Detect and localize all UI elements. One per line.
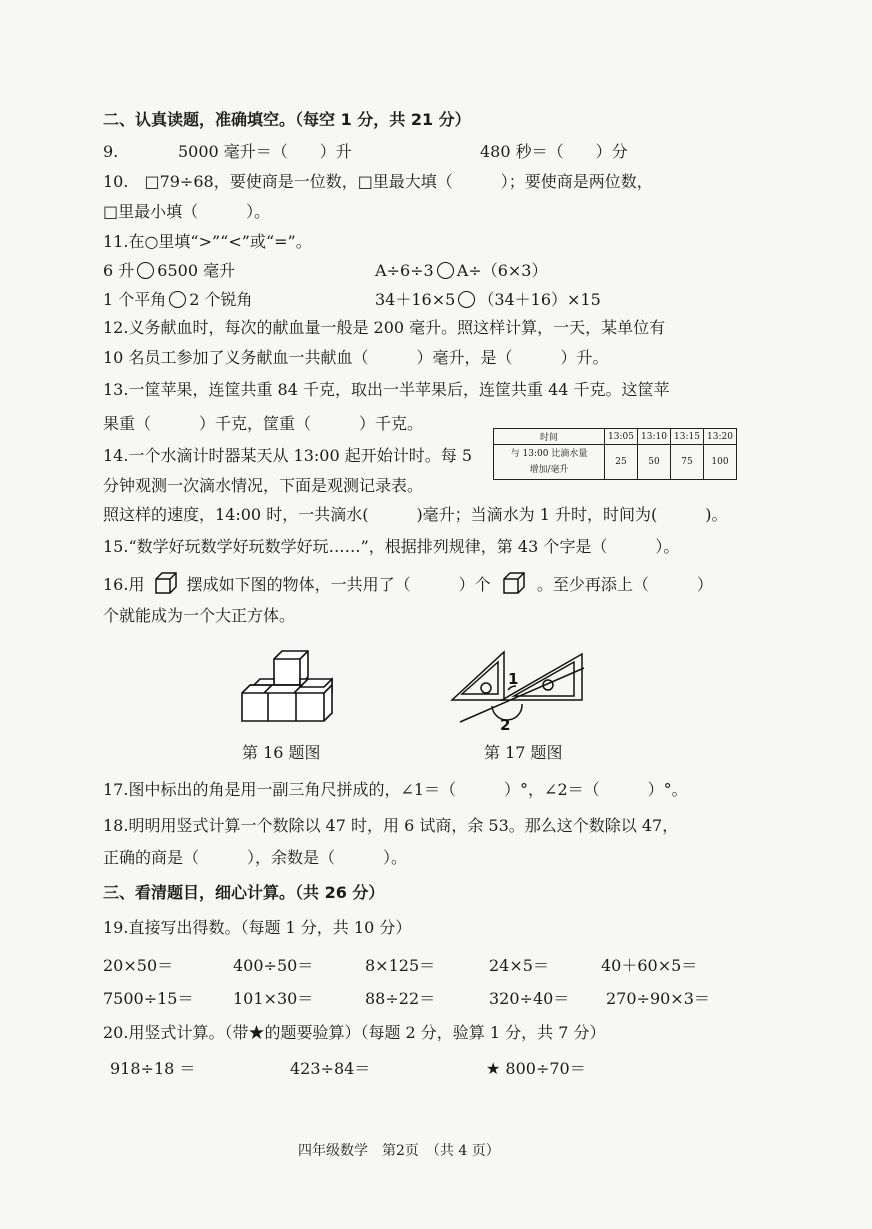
- q13-line1: 13.一筐苹果，连筐共重 84 千克，取出一半苹果后，连筐共重 44 千克。这筐苹: [103, 380, 670, 399]
- q11-compare-1: [103, 261, 235, 281]
- section-2-heading: 二、认真读题，准确填空。（每空 1 分，共 21 分）: [103, 110, 471, 129]
- q9-part-b: 480 秒＝（ ）分: [480, 142, 628, 161]
- table-cell: 25: [605, 445, 638, 480]
- q10-line2: □里最小填（ ）。: [103, 202, 271, 221]
- set-square-figure: [448, 648, 588, 732]
- q15-line1: 15.“数学好玩数学好玩数学好玩……”，根据排列规律，第 43 个字是（ ）。: [103, 537, 680, 556]
- q19-item: 20×50＝: [103, 956, 174, 975]
- q19-item: 320÷40＝: [489, 989, 570, 1008]
- q19-line1: 19.直接写出得数。（每题 1 分，共 10 分）: [103, 918, 412, 937]
- q19-item: 8×125＝: [365, 956, 436, 975]
- q11-c3-right: 2 个锐角: [189, 290, 253, 309]
- q20-item: 423÷84＝: [290, 1059, 371, 1078]
- angle-1-label: 1: [508, 670, 519, 688]
- table-cell: 13:20: [704, 429, 737, 445]
- q16-part3: 。至少再添上（ ）: [536, 575, 713, 594]
- q11-line1: 11.在○里填“>”“<”或“=”。: [103, 232, 312, 251]
- section-3-heading: 三、看清题目，细心计算。（共 26 分）: [103, 883, 385, 902]
- q19-item: 24×5＝: [489, 956, 549, 975]
- fig16-caption: 第 16 题图: [242, 743, 321, 762]
- table-cell: 13:15: [671, 429, 704, 445]
- table-cell: 50: [638, 445, 671, 480]
- q11-c1-right: 6500 毫升: [157, 261, 236, 280]
- q16-line1: [103, 571, 713, 595]
- q19-item: 101×30＝: [233, 989, 314, 1008]
- small-cube-icon: [154, 571, 178, 595]
- compare-circle-icon: [169, 291, 186, 308]
- q19-item: 400÷50＝: [233, 956, 314, 975]
- cube-stack-figure: [238, 645, 338, 727]
- q10-line1: 10. □79÷68，要使商是一位数，□里最大填（ ）；要使商是两位数，: [103, 172, 653, 191]
- fig17-caption: 第 17 题图: [484, 743, 563, 762]
- compare-circle-icon: [137, 262, 154, 279]
- q18-line2: 正确的商是（ ），余数是（ ）。: [103, 848, 408, 867]
- q9-number: 9.: [103, 142, 119, 161]
- q9-part-a: 5000 毫升＝（ ）升: [178, 142, 352, 161]
- q20-item: ★ 800÷70＝: [486, 1059, 586, 1078]
- q20-line1: 20.用竖式计算。（带★的题要验算）（每题 2 分，验算 1 分，共 7 分）: [103, 1023, 606, 1042]
- q19-item: 270÷90×3＝: [606, 989, 710, 1008]
- q19-item: 88÷22＝: [365, 989, 436, 1008]
- q19-item: 40＋60×5＝: [601, 956, 698, 975]
- table-cell: 100: [704, 445, 737, 480]
- q12-line2: 10 名员工参加了义务献血一共献血（ ）毫升，是（ ）升。: [103, 348, 609, 367]
- q18-line1: 18.明明用竖式计算一个数除以 47 时，用 6 试商，余 53。那么这个数除以 47，: [103, 816, 679, 835]
- table-cell: 13:10: [638, 429, 671, 445]
- q16-part1: 16.用: [103, 575, 145, 594]
- page-footer: 四年级数学 第2页 （共 4 页）: [298, 1143, 500, 1159]
- q11-compare-4: [375, 290, 601, 310]
- water-record-table: [493, 428, 737, 480]
- q20-item: 918÷18 ＝: [110, 1059, 196, 1078]
- q11-c4-left: 34＋16×5: [375, 290, 456, 309]
- small-cube-icon: [502, 571, 526, 595]
- row-label-line1: 与 13:00 比滴水量: [510, 449, 588, 459]
- q11-compare-2: [375, 261, 547, 281]
- q13-line2: 果重（ ）千克，筐重（ ）千克。: [103, 414, 424, 433]
- compare-circle-icon: [437, 262, 454, 279]
- table-row: [494, 429, 737, 445]
- q11-c1-left: 6 升: [103, 261, 135, 280]
- table-row-label: [494, 445, 605, 480]
- q12-line1: 12.义务献血时，每次的献血量一般是 200 毫升。照这样计算，一天，某单位有: [103, 318, 666, 337]
- q11-compare-3: [103, 290, 253, 310]
- q11-c3-left: 1 个平角: [103, 290, 167, 309]
- q14-line2: 分钟观测一次滴水情况，下面是观测记录表。: [103, 476, 424, 495]
- q11-c2-left: A÷6÷3: [375, 261, 434, 280]
- q14-line1: 14.一个水滴计时器某天从 13:00 起开始计时。每 5: [103, 446, 472, 465]
- q16-part2: 摆成如下图的物体，一共用了（ ）个: [186, 575, 491, 594]
- table-cell: 75: [671, 445, 704, 480]
- table-header-label: 时间: [494, 429, 605, 445]
- q17-line1: 17.图中标出的角是用一副三角尺拼成的，∠1＝（ ）°，∠2＝（ ）°。: [103, 780, 688, 799]
- q14-line3: 照这样的速度，14:00 时，一共滴水( )毫升；当滴水为 1 升时，时间为( )。: [103, 505, 728, 524]
- row-label-line2: 增加/毫升: [529, 465, 569, 475]
- table-row: [494, 445, 737, 480]
- table-cell: 13:05: [605, 429, 638, 445]
- compare-circle-icon: [458, 291, 475, 308]
- q11-c4-right: （34＋16）×15: [478, 290, 601, 309]
- q11-c2-right: A÷（6×3）: [456, 261, 548, 280]
- q19-item: 7500÷15＝: [103, 989, 194, 1008]
- angle-2-label: 2: [500, 716, 511, 732]
- q16-line2: 个就能成为一个大正方体。: [103, 606, 296, 625]
